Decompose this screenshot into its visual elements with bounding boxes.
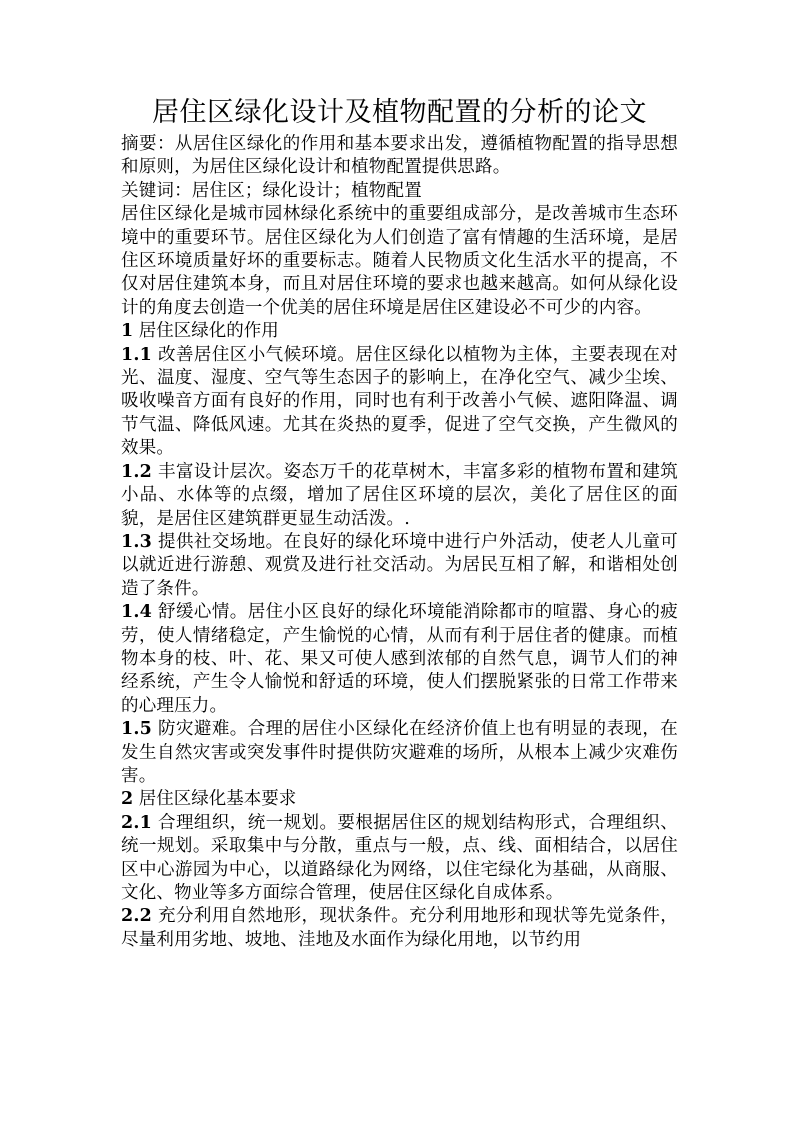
- item-text: 改善居住区小气候环境。居住区绿化以植物为主体，主要表现在对光、温度、湿度、空气等生态因子的影响上，在净化空气、减少尘埃、吸收噪音方面有良好的作用，同时也有利于改善小气候、遮阳降温、调节气温、降低风速。尤其在炎热的夏季，促进了空气交换，产生微风的效果。: [121, 344, 678, 459]
- section-1-4-paragraph: [121, 601, 678, 718]
- item-number: 1.1: [121, 344, 153, 365]
- section-2-number: 2: [121, 789, 134, 810]
- intro-paragraph: 居住区绿化是城市园林绿化系统中的重要组成部分，是改善城市生态环境中的重要环节。居住区绿化为人们创造了富有情趣的生活环境，是居住区环境质量好坏的重要标志。随着人民物质文化生活水平的提高，不仅对居住建筑本身，而且对居住环境的要求也越来越高。如何从绿化设计的角度去创造一个优美的居住环境是居住区建设必不可少的内容。: [121, 204, 678, 318]
- section-1-5-paragraph: [121, 718, 678, 788]
- section-1-1-paragraph: [121, 344, 678, 461]
- keywords-line: 关键词：居住区；绿化设计；植物配置: [121, 180, 422, 201]
- item-text: 丰富设计层次。姿态万千的花草树木，丰富多彩的植物布置和建筑小品、水体等的点缀，增加了居住区环境的层次，美化了居住区的面貌，是居住区建筑群更显生动活泼。.: [121, 461, 678, 529]
- section-1-heading: [121, 320, 678, 343]
- item-number: 2.1: [121, 812, 153, 833]
- section-2-2-paragraph: [121, 905, 678, 952]
- item-number: 1.5: [121, 719, 153, 740]
- item-text: 充分利用自然地形，现状条件。充分利用地形和现状等先觉条件，尽量利用劣地、坡地、洼地及水面作为绿化用地，以节约用: [121, 906, 678, 950]
- section-1-number: 1: [121, 321, 134, 342]
- item-number: 1.2: [121, 461, 153, 482]
- document-title: 居住区绿化设计及植物配置的分析的论文: [152, 97, 647, 128]
- item-text: 防灾避难。合理的居住小区绿化在经济价值上也有明显的表现，在发生自然灾害或突发事件时提供防灾避难的场所，从根本上减少灾难伤害。: [121, 719, 678, 786]
- section-1-2-paragraph: [121, 461, 678, 531]
- item-text: 舒缓心情。居住小区良好的绿化环境能消除都市的喧嚣、身心的疲劳，使人情绪稳定，产生愉悦的心情，从而有利于居住者的健康。而植物本身的枝、叶、花、果又可使人感到浓郁的自然气息，调节人们的神经系统，产生令人愉悦和舒适的环境，使人们摆脱紧张的日常工作带来的心理压力。: [121, 602, 678, 716]
- abstract-paragraph: 摘要：从居住区绿化的作用和基本要求出发，遵循植物配置的指导思想和原则，为居住区绿化设计和植物配置提供思路。: [121, 134, 678, 178]
- item-text: 合理组织，统一规划。要根据居住区的规划结构形式，合理组织、统一规划。采取集中与分散，重点与一般，点、线、面相结合，以居住区中心游园为中心，以道路绿化为网络，以住宅绿化为基础，从商服、文化、物业等多方面综合管理，使居住区绿化自成体系。: [121, 812, 678, 903]
- section-2-title: 居住区绿化基本要求: [133, 789, 297, 810]
- section-2-1-paragraph: [121, 812, 678, 906]
- section-1-3-paragraph: [121, 531, 678, 601]
- item-number: 1.4: [121, 602, 153, 623]
- item-text: 提供社交场地。在良好的绿化环境中进行户外活动，使老人儿童可以就近进行游憩、观赏及进行社交活动。为居民互相了解，和谐相处创造了条件。: [121, 531, 678, 599]
- section-1-title: 居住区绿化的作用: [133, 321, 279, 342]
- section-2-heading: [121, 788, 678, 811]
- item-number: 1.3: [121, 531, 153, 552]
- item-number: 2.2: [121, 906, 153, 927]
